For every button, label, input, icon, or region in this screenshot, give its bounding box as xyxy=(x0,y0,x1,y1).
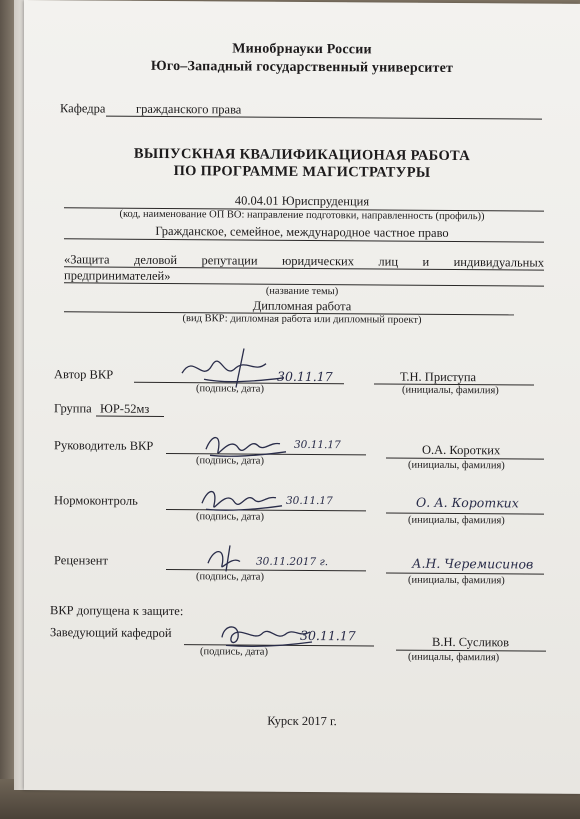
work-title-line1: ВЫПУСКНАЯ КВАЛИФИКАЦИОНАЯ РАБОТА xyxy=(133,145,471,165)
program-profile: Гражданское, семейное, международное частное право xyxy=(155,223,449,240)
program-code: 40.04.01 Юриспруденция xyxy=(234,193,370,209)
normcontrol-sign-date: 30.11.17 xyxy=(286,494,333,508)
topic-line1: «Защита деловой репутации юридических лиц и индивидуальных xyxy=(64,252,544,270)
normcontrol-name-caption: (инициалы, фамилия) xyxy=(408,514,505,527)
head-sign-caption: (подпись, дата) xyxy=(200,646,268,658)
normcontrol-name-handwritten: О. А. Коротких xyxy=(416,494,519,511)
reviewer-sign-caption: (подпись, дата) xyxy=(196,571,264,583)
supervisor-name-caption: (инициалы, фамилия) xyxy=(408,459,505,472)
group-underline xyxy=(96,416,164,417)
work-title-line2: ПО ПРОГРАММЕ МАГИСТРАТУРЫ xyxy=(173,163,431,181)
reviewer-name-handwritten: А.Н. Черемисинов xyxy=(412,555,534,572)
city-year: Курск 2017 г. xyxy=(267,713,337,729)
author-label: Автор ВКР xyxy=(54,367,114,382)
author-sign-caption: (подпись, дата) xyxy=(196,383,264,395)
head-name-caption: (иницалы, фамилия) xyxy=(408,651,500,664)
vkr-type-caption: (вид ВКР: дипломная работа или дипломный проект) xyxy=(182,313,422,326)
author-sign-date: 30.11.17 xyxy=(277,368,333,385)
group-value: ЮР-52мз xyxy=(100,401,150,416)
supervisor-sign-date: 30.11.17 xyxy=(294,438,341,452)
supervisor-label: Руководитель ВКР xyxy=(54,438,154,453)
admission-text: ВКР допущена к защите: xyxy=(50,603,184,619)
author-name-caption: (инициалы, фамилия) xyxy=(402,384,499,397)
reviewer-sign-date: 30.11.2017 г. xyxy=(256,555,329,569)
reviewer-name-caption: (инициалы, фамилия) xyxy=(408,574,505,587)
department-value: гражданского права xyxy=(136,101,242,117)
vkr-type-value: Дипломная работа xyxy=(252,298,352,314)
ministry-name: Минобрнауки России xyxy=(232,41,372,58)
normcontrol-sign-caption: (подпись, дата) xyxy=(196,511,264,523)
topic-caption: (название темы) xyxy=(265,285,339,298)
topic-line2: предпринимателей» xyxy=(64,268,171,284)
supervisor-name: О.А. Коротких xyxy=(422,442,501,458)
department-underline xyxy=(106,116,542,120)
department-label: Кафедра xyxy=(60,101,106,116)
group-label: Группа xyxy=(54,401,92,416)
head-sign-date: 30.11.17 xyxy=(300,627,356,644)
head-name: В.Н. Сусликов xyxy=(432,634,510,650)
head-label: Заведующий кафедрой xyxy=(50,625,172,641)
program-caption: (код, наименование ОП ВО: направление подготовки, направленность (профиль)) xyxy=(119,208,485,223)
normcontrol-label: Нормоконтроль xyxy=(54,493,138,508)
university-name: Юго–Западный государственный университет xyxy=(150,58,454,76)
author-name: Т.Н. Приступа xyxy=(400,369,477,385)
supervisor-sign-caption: (подпись, дата) xyxy=(196,455,264,467)
title-page xyxy=(24,0,580,794)
reviewer-label: Рецензент xyxy=(54,553,108,568)
